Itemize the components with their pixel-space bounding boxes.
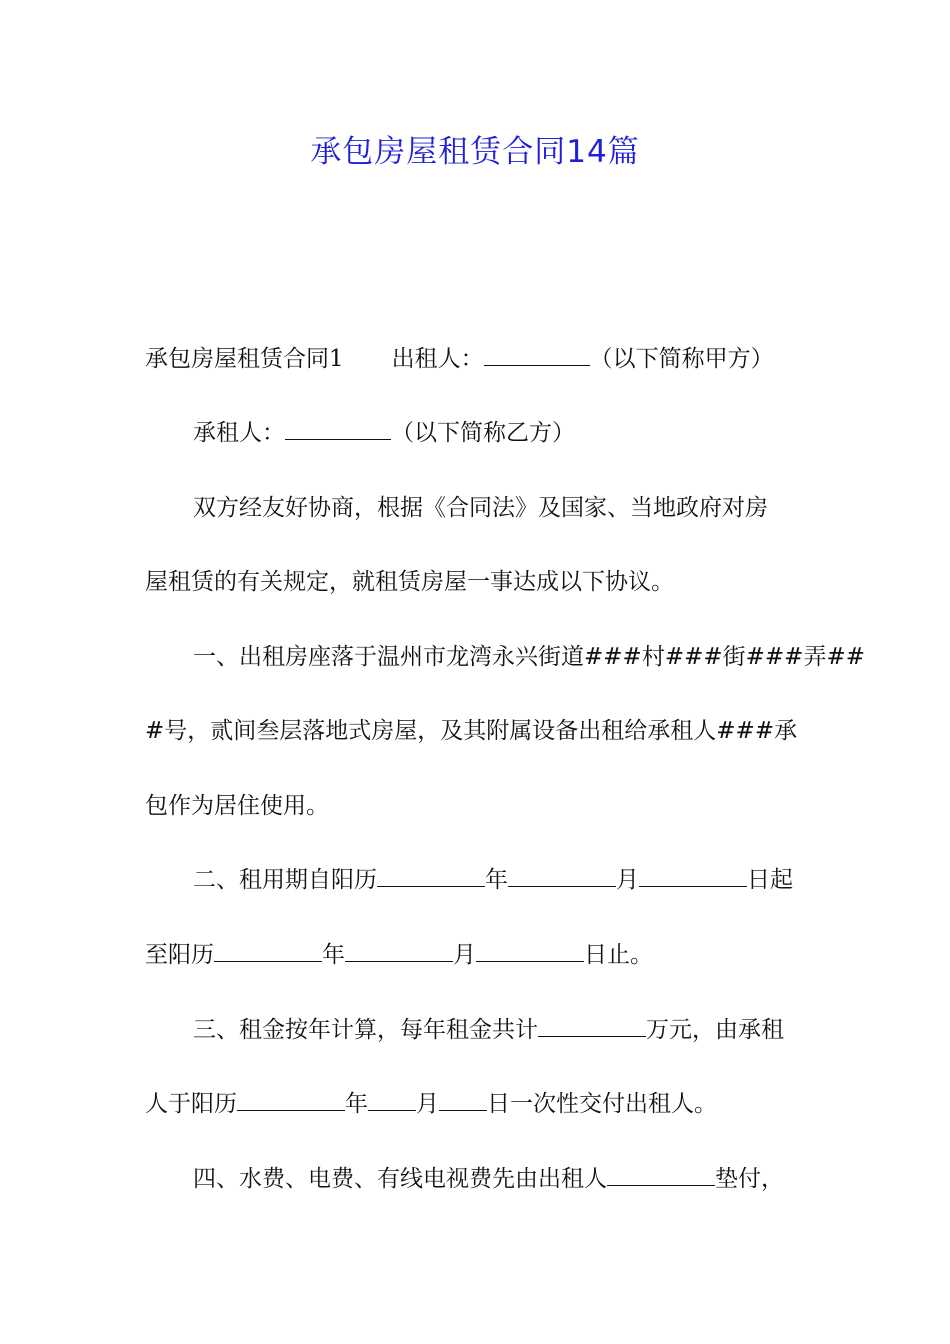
lessor-blank bbox=[484, 343, 590, 366]
day-label: 日止。 bbox=[584, 942, 653, 968]
month-label: 月 bbox=[416, 1091, 439, 1117]
paragraph-line bbox=[193, 417, 873, 449]
year-blank bbox=[237, 1088, 345, 1111]
paragraph-text: 屋租赁的有关规定，就租赁房屋一事达成以下协议。 bbox=[145, 569, 674, 595]
lessee-blank bbox=[285, 417, 391, 440]
year-label: 年 bbox=[322, 942, 345, 968]
paragraph-text: 四、水费、电费、有线电视费先由出租人 bbox=[193, 1166, 607, 1192]
paragraph-text: 至阳历 bbox=[145, 942, 214, 968]
paragraph-line bbox=[145, 939, 825, 971]
lessor-label: 出租人： bbox=[391, 346, 484, 372]
year-label: 年 bbox=[345, 1091, 368, 1117]
year-label: 年 bbox=[485, 867, 508, 893]
document-title: 承包房屋租赁合同14篇 bbox=[310, 134, 640, 170]
paragraph-line bbox=[193, 864, 873, 896]
paragraph-text: 垫付， bbox=[715, 1166, 784, 1192]
day-blank bbox=[439, 1088, 487, 1111]
paragraph-text: 包作为居住使用。 bbox=[145, 793, 329, 819]
month-blank bbox=[508, 864, 616, 887]
payer-blank bbox=[607, 1163, 715, 1186]
paragraph-line bbox=[145, 1088, 825, 1120]
paragraph-line bbox=[193, 1163, 873, 1195]
year-blank bbox=[214, 939, 322, 962]
paragraph-text: 人于阳历 bbox=[145, 1091, 237, 1117]
paragraph-line bbox=[145, 715, 825, 747]
paragraph-text: 万元，由承租 bbox=[646, 1017, 784, 1043]
year-blank bbox=[377, 864, 485, 887]
day-blank bbox=[476, 939, 584, 962]
month-label: 月 bbox=[453, 942, 476, 968]
paragraph-line bbox=[193, 641, 873, 673]
lessor-note: （以下简称甲方） bbox=[589, 346, 774, 372]
paragraph-text: 三、租金按年计算，每年租金共计 bbox=[193, 1017, 538, 1043]
amount-blank bbox=[538, 1014, 646, 1037]
paragraph-line bbox=[193, 492, 873, 524]
month-blank bbox=[345, 939, 453, 962]
paragraph-line bbox=[145, 343, 825, 375]
paragraph-line bbox=[145, 790, 825, 822]
paragraph-line bbox=[145, 566, 825, 598]
paragraph-text: 日一次性交付出租人。 bbox=[487, 1091, 717, 1117]
paragraph-text: 双方经友好协商，根据《合同法》及国家、当地政府对房 bbox=[193, 495, 768, 521]
paragraph-text: 二、租用期自阳历 bbox=[193, 867, 377, 893]
paragraph-text: #号，贰间叁层落地式房屋，及其附属设备出租给承租人###承 bbox=[145, 718, 798, 744]
lessee-note: （以下简称乙方） bbox=[391, 420, 575, 446]
month-blank bbox=[368, 1088, 416, 1111]
day-blank bbox=[639, 864, 747, 887]
paragraph-line bbox=[193, 1014, 873, 1046]
contract-heading-text: 承包房屋租赁合同1 bbox=[145, 346, 344, 372]
paragraph-text: 一、出租房座落于温州市龙湾永兴街道###村###街###弄## bbox=[193, 644, 865, 670]
day-label: 日起 bbox=[747, 867, 793, 893]
month-label: 月 bbox=[616, 867, 639, 893]
lessee-label: 承租人： bbox=[193, 420, 285, 446]
